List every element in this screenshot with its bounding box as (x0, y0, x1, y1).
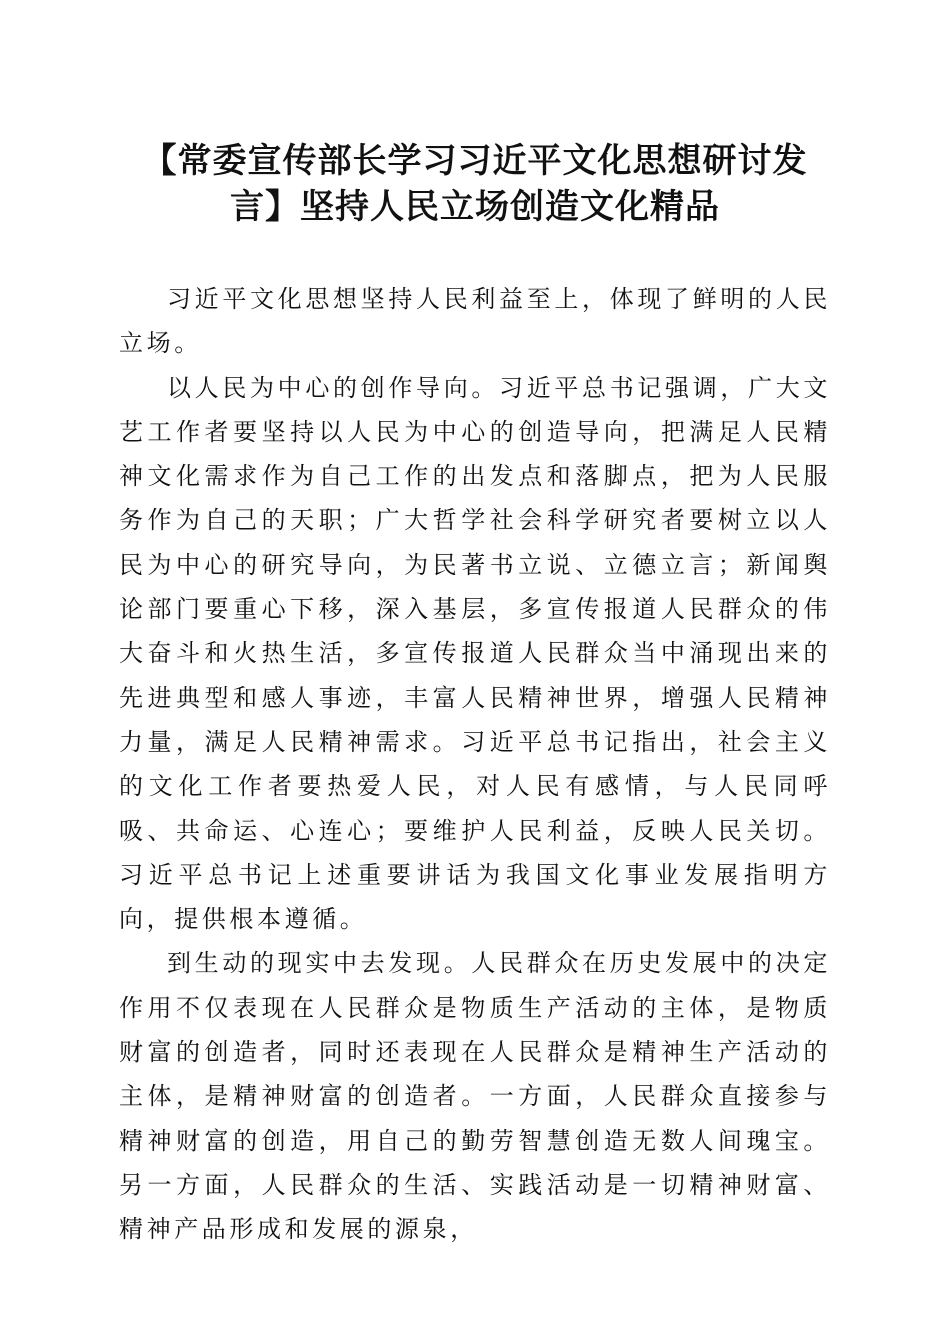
title-line-1: 【常委宣传部长学习习近平文化思想研讨发 (142, 141, 808, 181)
paragraph-discover-reality: 到生动的现实中去发现。人民群众在历史发展中的决定作用不仅表现在人民群众是物质生产活动的主体，是物质财富的创造者，同时还表现在人民群众是精神生产活动的主体，是精神财富的创造者。一方面，人民群众直接参与精神财富的创造，用自己的勤劳智慧创造无数人间瑰宝。另一方面，人民群众的生活、实践活动是一切精神财富、精神产品形成和发展的源泉， (119, 949, 831, 1244)
paragraph-intro: 习近平文化思想坚持人民利益至上，体现了鲜明的人民立场。 (119, 285, 831, 358)
title-line-2: 言】坚持人民立场创造文化精品 (230, 187, 720, 227)
document-body (119, 277, 831, 1252)
paragraph-creative-orientation: 以人民为中心的创作导向。习近平总书记强调，广大文艺工作者要坚持以人民为中心的创造导向，把满足人民精神文化需求作为自己工作的出发点和落脚点，把为人民服务作为自己的天职；广大哲学社会科学研究者要树立以人民为中心的研究导向，为民著书立说、立德立言；新闻舆论部门要重心下移，深入基层，多宣传报道人民群众的伟大奋斗和火热生活，多宣传报道人民群众当中涌现出来的先进典型和感人事迹，丰富人民精神世界，增强人民精神力量，满足人民精神需求。习近平总书记指出，社会主义的文化工作者要热爱人民，对人民有感情，与人民同呼吸、共命运、心连心；要维护人民利益，反映人民关切。习近平总书记上述重要讲话为我国文化事业发展指明方向，提供根本遵循。 (119, 373, 831, 934)
document-title (118, 138, 832, 230)
